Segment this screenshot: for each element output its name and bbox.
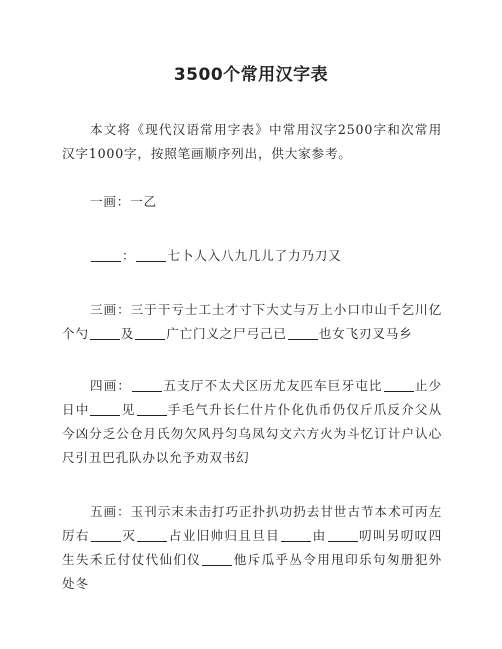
- blank-underline: [288, 325, 318, 340]
- section-label: 三画：: [90, 302, 131, 317]
- section-chars: 占业旧帅归且旦目: [168, 528, 281, 543]
- blank-underline: [202, 551, 232, 566]
- intro-text: 本文将《现代汉语常用字表》中常用汉字2500字和次常用汉字1000字，按照笔画顺序列出，供大家参考。: [62, 122, 442, 161]
- blank-underline: [137, 527, 167, 542]
- section-label: ：: [122, 248, 136, 263]
- blank-underline: [90, 325, 120, 340]
- section-chars: 止少日中: [62, 378, 442, 417]
- section-chars: 三于干亏士工土才寸下大丈与万上小口巾山千乞川亿个勺: [62, 302, 442, 341]
- intro-paragraph: [62, 118, 442, 166]
- section-one-stroke: [62, 190, 442, 214]
- section-two-stroke: [62, 244, 442, 268]
- section-chars: 他斥瓜乎丛令用甩印乐句匆册犯外处冬: [62, 552, 443, 591]
- blank-underline: [91, 247, 121, 262]
- section-five-stroke: [62, 500, 442, 596]
- section-chars: 一乙: [130, 194, 157, 209]
- blank-underline: [135, 325, 165, 340]
- blank-underline: [91, 527, 121, 542]
- section-chars: 见: [121, 402, 136, 417]
- section-chars: 也女飞刃叉马乡: [318, 326, 413, 341]
- section-chars: 玉刊示末未击打巧正扑扒功扔去甘世古节本术可丙左厉右: [62, 504, 442, 543]
- document-title: 3500个常用汉字表: [173, 65, 329, 85]
- section-chars: 由: [312, 528, 327, 543]
- blank-underline: [90, 401, 120, 416]
- section-label: 五画：: [90, 504, 131, 519]
- blank-underline: [136, 247, 166, 262]
- section-chars: 及: [120, 326, 135, 341]
- blank-underline: [384, 377, 414, 392]
- section-four-stroke: [62, 374, 442, 470]
- section-chars: 广亡门义之尸弓己已: [166, 326, 287, 341]
- section-label: 一画：: [90, 194, 131, 209]
- section-chars: 手毛气升长仁什片仆化仇币仍仅斤爪反介父从今凶分乏公仓月氏勿欠风丹匀乌凤勾文六方火为斗忆订计户认心尺引丑巴孔队办以允予劝双书幻: [62, 402, 442, 465]
- blank-underline: [132, 377, 162, 392]
- section-chars: 七卜人入八九几儿了力乃刀又: [167, 248, 342, 263]
- blank-underline: [328, 527, 358, 542]
- section-label: 四画：: [90, 378, 132, 393]
- section-chars: 五支厅不太犬区历尤友匹车巨牙屯比: [163, 378, 383, 393]
- section-three-stroke: [62, 298, 442, 346]
- section-chars: 叨叫另叨叹四生失禾丘付仗代仙们仪: [62, 528, 442, 567]
- blank-underline: [137, 401, 167, 416]
- blank-underline: [281, 527, 311, 542]
- section-chars: 灭: [121, 528, 137, 543]
